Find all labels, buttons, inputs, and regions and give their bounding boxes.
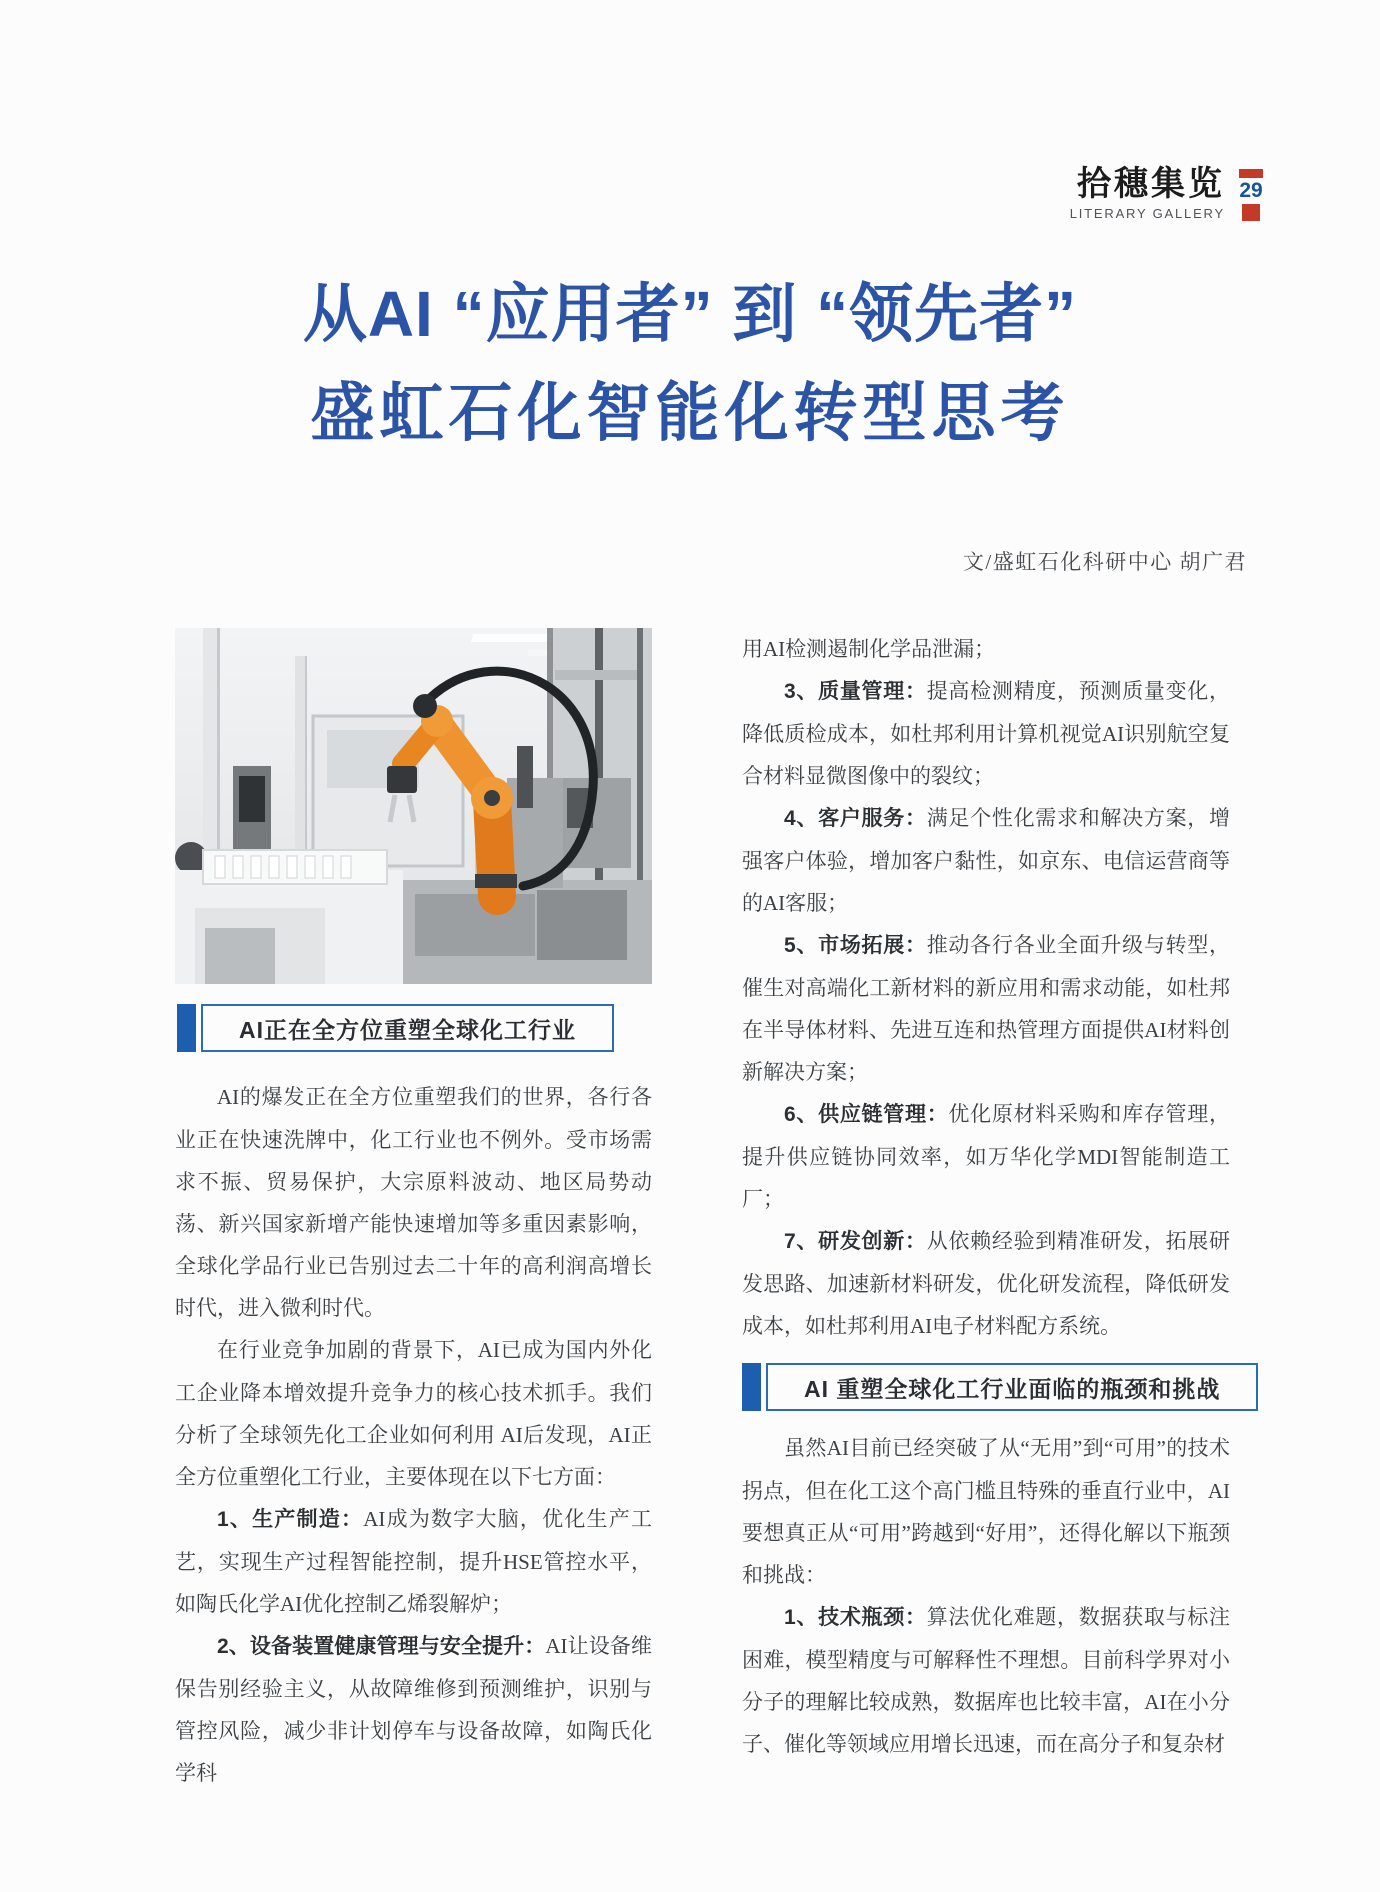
paragraph-text: 满足个性化需求和解决方案，增强客户体验，增加客户黏性，如京东、电信运营商等的AI客服； [742, 806, 1231, 915]
section-header-text: AI 重塑全球化工行业面临的瓶颈和挑战 [766, 1363, 1258, 1411]
paragraph-continuation: 用AI检测遏制化学品泄漏； [742, 637, 996, 661]
section-header-reshape [177, 1004, 652, 1052]
page-number: 29 [1239, 179, 1263, 202]
paragraph-text: 从依赖经验到精准研发，拓展研发思路、加速新材料研发，优化研发流程，降低研发成本，如杜邦利用AI电子材料配方系统。 [742, 1229, 1231, 1338]
masthead [1070, 166, 1264, 221]
paragraph-text: 算法优化难题，数据获取与标注困难，模型精度与可解释性不理想。目前科学界对小分子的理解比较成熟，数据库也比较丰富，AI在小分子、催化等领域应用增长迅速，而在高分子和复杂材 [742, 1605, 1231, 1756]
paragraph [742, 1093, 1230, 1220]
paragraph [742, 924, 1230, 1093]
article-title [0, 276, 1380, 452]
right-column [742, 628, 1230, 1794]
section-header-text: AI正在全方位重塑全球化工行业 [201, 1004, 614, 1052]
article-title-line1: 从AI “应用者” 到 “领先者” [302, 278, 1078, 350]
paragraph-lead: 5、市场拓展： [784, 934, 927, 957]
paragraph-lead: 1、生产制造： [217, 1508, 364, 1531]
blue-square-ornament [177, 1004, 196, 1052]
paragraph [175, 1076, 652, 1329]
paragraph-lead: 3、质量管理： [784, 680, 927, 703]
article-title-line2: 盛虹石化智能化转型思考 [310, 376, 1070, 449]
paragraph-text: AI让设备维保告别经验主义，从故障维修到预测维护，识别与管控风险，减少非计划停车与设备故障，如陶氏化学科 [175, 1634, 652, 1785]
paragraph-text: AI成为数字大脑，优化生产工艺，实现生产过程智能控制，提升HSE管控水平，如陶氏化学AI优化控制乙烯裂解炉； [175, 1507, 652, 1616]
paragraph [742, 670, 1230, 797]
section-header-challenges [742, 1363, 1230, 1411]
paragraph-lead: 4、客户服务： [784, 807, 927, 830]
masthead-text [1070, 166, 1225, 221]
section-title-cn: 拾穗集览 [1077, 166, 1225, 203]
robot-arm-illustration [175, 628, 652, 984]
red-square-ornament [1242, 204, 1260, 221]
paragraph [175, 1329, 652, 1498]
paragraph-lead: 1、技术瓶颈： [784, 1606, 927, 1629]
paragraph-text: 虽然AI目前已经突破了从“无用”到“可用”的技术拐点，但在化工这个高门槛且特殊的垂直行业中，AI要想真正从“可用”跨越到“好用”，还得化解以下瓶颈和挑战： [742, 1436, 1230, 1587]
paragraph-text: 在行业竞争加剧的背景下，AI已成为国内外化工企业降本增效提升竞争力的核心技术抓手。我们分析了全球领先化工企业如何利用 AI后发现，AI正全方位重塑化工行业，主要体现在以下七方面： [175, 1338, 652, 1489]
red-bar-ornament [1239, 169, 1263, 178]
paragraph-lead: 2、设备装置健康管理与安全提升： [217, 1635, 546, 1658]
page-number-block [1238, 169, 1264, 221]
byline: 文/盛虹石化科研中心 胡广君 [962, 550, 1247, 574]
paragraph-lead: 7、研发创新： [784, 1230, 927, 1253]
paragraph [742, 797, 1230, 924]
paragraph [742, 1427, 1230, 1596]
robot-arm-lab-photo [175, 628, 652, 984]
paragraph [175, 1625, 652, 1794]
section-title-en: LITERARY GALLERY [1069, 206, 1225, 222]
paragraph-text: 推动各行各业全面升级与转型，催生对高端化工新材料的新应用和需求动能，如杜邦在半导体材料、先进互连和热管理方面提供AI材料创新解决方案； [742, 933, 1231, 1084]
paragraph-text: 优化原材料采购和库存管理，提升供应链协同效率，如万华化学MDI智能制造工厂； [742, 1102, 1230, 1211]
paragraph-text: AI的爆发正在全方位重塑我们的世界，各行各业正在快速洗牌中，化工行业也不例外。受市场需求不振、贸易保护，大宗原料波动、地区局势动荡、新兴国家新增产能快速增加等多重因素影响，全球化学品行业已告别过去二十年的高利润高增长时代，进入微利时代。 [175, 1085, 652, 1320]
blue-square-ornament [742, 1363, 761, 1411]
paragraph [742, 1220, 1230, 1347]
left-column [175, 628, 652, 1794]
paragraph-lead: 6、供应链管理： [784, 1103, 949, 1126]
paragraph-text: 提高检测精度，预测质量变化，降低质检成本，如杜邦利用计算机视觉AI识别航空复合材料显微图像中的裂纹； [742, 679, 1231, 788]
paragraph [175, 1498, 652, 1625]
paragraph [742, 1596, 1230, 1765]
article-columns [175, 628, 1230, 1794]
